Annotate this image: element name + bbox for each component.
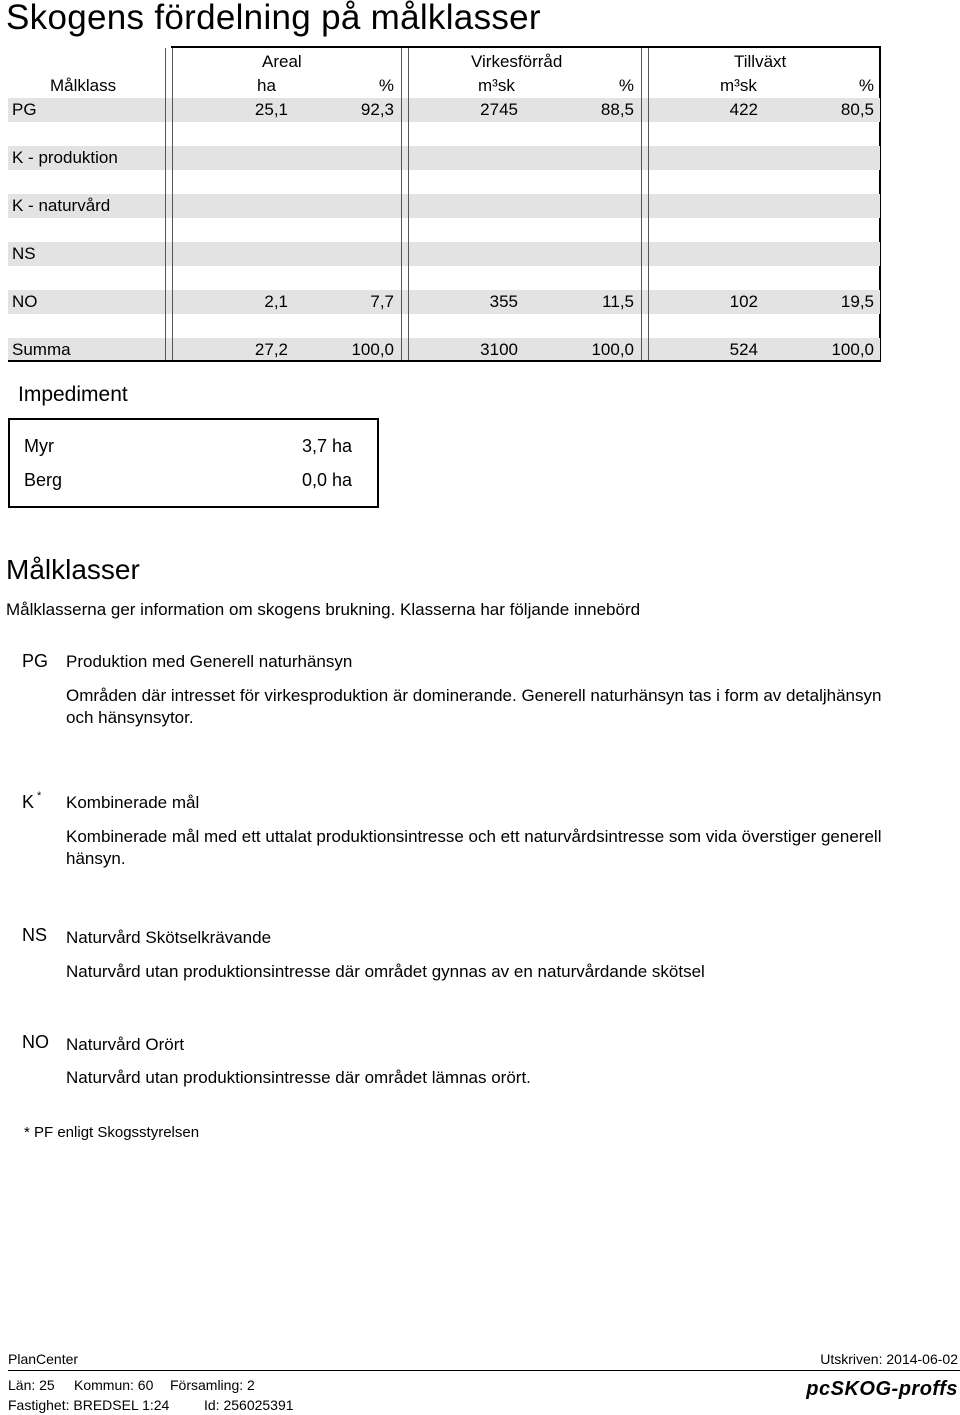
footer-id: Id: 256025391 <box>204 1397 294 1413</box>
footer-lan: Län: 25 <box>8 1377 55 1393</box>
cell-virke-m3sk: 2745 <box>480 100 518 119</box>
pcskog-logo: pcSKOG-proffs <box>806 1378 958 1400</box>
footer-divider <box>8 1370 960 1371</box>
footer-printed-date: Utskriven: 2014-06-02 <box>820 1351 958 1367</box>
row-label: NS <box>12 244 36 263</box>
section-intro: Målklasserna ger information om skogens brukning. Klasserna har följande innebörd <box>6 600 641 619</box>
unit-m3sk: m³sk <box>478 76 515 95</box>
cell-tillvaxt-pct: 100,0 <box>831 340 874 359</box>
cell-tillvaxt-pct: 19,5 <box>840 292 874 311</box>
section-title: Målklasser <box>6 554 140 585</box>
table-row <box>8 290 880 314</box>
definition-code: NS <box>22 925 48 945</box>
header-areal: Areal <box>262 52 302 71</box>
header-tillvaxt: Tillväxt <box>734 52 787 71</box>
cell-areal-pct: 92,3 <box>360 100 394 119</box>
impediment-value: 3,7 ha <box>302 436 353 456</box>
impediment-label: Myr <box>24 436 54 456</box>
row-label: Summa <box>12 340 71 359</box>
cell-tillvaxt-m3sk: 524 <box>729 340 758 359</box>
cell-areal-pct: 100,0 <box>351 340 394 359</box>
cell-virke-pct: 11,5 <box>602 292 634 311</box>
row-label: K - naturvård <box>12 196 111 215</box>
cell-areal-pct: 7,7 <box>370 292 394 311</box>
impediment-label: Berg <box>24 470 63 490</box>
definition-code: K * <box>22 790 42 812</box>
footnote-marker: * <box>37 790 42 802</box>
impediment-value: 0,0 ha <box>302 470 353 490</box>
table-row <box>8 98 880 122</box>
definition-text: Naturvård utan produktionsintresse där området gynnas av en naturvårdande skötsel <box>66 962 705 981</box>
cell-tillvaxt-m3sk: 422 <box>729 100 758 119</box>
impediment-box <box>8 418 379 508</box>
cell-tillvaxt-m3sk: 102 <box>729 292 758 311</box>
table-row <box>8 146 880 170</box>
footer-company: PlanCenter <box>8 1351 79 1367</box>
footer-fastighet: Fastighet: BREDSEL 1:24 <box>8 1397 170 1413</box>
impediment-title: Impediment <box>18 383 128 406</box>
footer-forsamling: Församling: 2 <box>170 1377 255 1393</box>
cell-areal-ha: 2,1 <box>264 292 288 311</box>
definition-code: PG <box>22 651 49 671</box>
cell-virke-m3sk: 355 <box>489 292 518 311</box>
definition-text: Naturvård utan produktionsintresse där området lämnas orört. <box>66 1068 531 1087</box>
definition-code: NO <box>22 1032 49 1052</box>
page-title: Skogens fördelning på målklasser <box>6 0 541 37</box>
cell-virke-m3sk: 3100 <box>480 340 518 359</box>
definition-heading: Naturvård Skötselkrävande <box>66 928 272 947</box>
cell-areal-ha: 25,1 <box>254 100 288 119</box>
unit-m3sk: m³sk <box>720 76 757 95</box>
footer-kommun: Kommun: 60 <box>74 1377 154 1393</box>
table-row <box>8 194 880 218</box>
cell-tillvaxt-pct: 80,5 <box>840 100 874 119</box>
definition-heading: Naturvård Orört <box>66 1035 185 1054</box>
row-label: NO <box>12 292 38 311</box>
table-row-summa <box>8 338 880 362</box>
unit-percent: % <box>858 76 874 95</box>
unit-ha: ha <box>257 76 276 95</box>
cell-virke-pct: 100,0 <box>591 340 634 359</box>
malklass-table <box>8 46 880 362</box>
header-virkesforrad: Virkesförråd <box>471 52 563 71</box>
header-malklass: Målklass <box>50 76 117 95</box>
row-label: K - produktion <box>12 148 118 167</box>
table-row <box>8 242 880 266</box>
unit-percent: % <box>618 76 634 95</box>
definition-heading: Produktion med Generell naturhänsyn <box>66 652 353 671</box>
cell-virke-pct: 88,5 <box>600 100 634 119</box>
definition-heading: Kombinerade mål <box>66 793 200 812</box>
definition-text: Kombinerade mål med ett uttalat produktionsintresse och ett naturvårdsintresse som vida överstiger generell hänsyn. <box>66 827 882 868</box>
definition-text: Områden där intresset för virkesproduktion är dominerande. Generell naturhänsyn tas i form av detaljhänsyn och hänsynsytor. <box>66 686 882 727</box>
cell-areal-ha: 27,2 <box>254 340 288 359</box>
unit-percent: % <box>378 76 394 95</box>
footnote: * PF enligt Skogsstyrelsen <box>24 1124 200 1141</box>
row-label: PG <box>12 100 37 119</box>
